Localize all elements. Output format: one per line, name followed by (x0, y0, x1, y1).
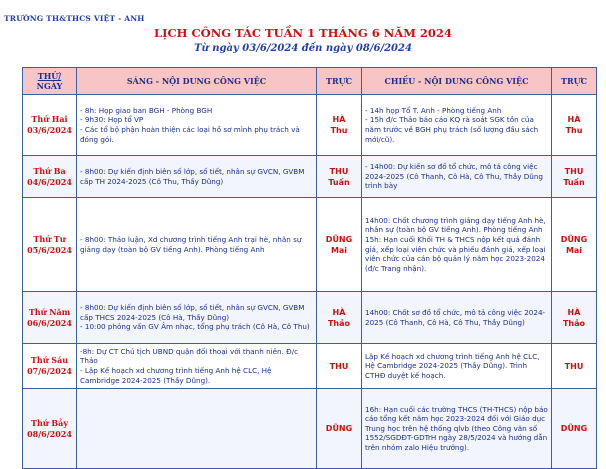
duty-staff: Thu (330, 126, 348, 135)
day-date: 06/6/2024 (27, 317, 72, 328)
table-row (23, 344, 597, 389)
column-header-afternoon: CHIỀU - NỘI DUNG CÔNG VIỆC (362, 68, 552, 95)
duty-leader: DŨNG (560, 234, 588, 244)
duty-staff: Tuấn (563, 177, 585, 187)
duty-leader: DŨNG (325, 234, 353, 244)
table-row (23, 95, 597, 156)
morning-tasks (77, 389, 317, 469)
column-header-morning: SÁNG - NỘI DUNG CÔNG VIỆC (77, 68, 317, 95)
school-name: TRƯỜNG TH&THCS VIỆT - ANH (4, 14, 145, 23)
task-line: Lập Kế hoạch xd chương trình tiếng Anh hệ CLC, Hệ Cambridge 2024-2025 (Thầy Dũng). Trình CTHĐ duyệt kế hoạch. (365, 351, 540, 380)
duty-leader: DŨNG (325, 424, 353, 433)
day-name: Thứ Ba (33, 165, 66, 176)
task-line: - 14h00: Dự kiến sơ đồ tổ chức, mô tả công việc 2024-2025 (Cô Thanh, Cô Hà, Cô Thu, Thầy Dũng trình bày (365, 162, 543, 191)
day-cell (23, 292, 77, 344)
duty-morning (317, 156, 362, 198)
task-line: - 10:00 phỏng vấn GV Âm nhạc, tổng phụ trách (Cô Hà, Cô Thu) (80, 322, 310, 332)
task-line: - 14h họp Tổ T. Anh - Phòng tiếng Anh (365, 105, 502, 115)
afternoon-tasks (362, 389, 552, 469)
morning-tasks (77, 95, 317, 156)
day-name: Thứ Năm (28, 306, 71, 317)
duty-leader: THU (564, 166, 584, 176)
task-line: - 8h00: Thảo luận, Xd chương trình tiếng Anh trại hè, nhân sự giảng dạy (toàn bộ GV tiếng Anh). Phòng tiếng Anh (80, 234, 302, 254)
schedule-date-range: Từ ngày 03/6/2024 đến ngày 08/6/2024 (194, 43, 412, 54)
day-name: Thứ Hai (31, 114, 68, 124)
weekly-schedule-table (22, 67, 597, 469)
duty-afternoon (552, 95, 597, 156)
duty-leader: THU (329, 361, 349, 371)
duty-morning (317, 344, 362, 389)
morning-tasks (77, 344, 317, 389)
day-cell (23, 95, 77, 156)
column-header-day (23, 68, 77, 95)
morning-tasks (77, 198, 317, 292)
duty-staff: Thảo (327, 318, 351, 328)
duty-morning (317, 95, 362, 156)
duty-staff: Mai (565, 245, 583, 255)
table-row (23, 156, 597, 198)
day-date: 05/6/2024 (27, 244, 72, 255)
day-name: Thứ Tư (33, 233, 66, 244)
task-line: - 8h00: Dự kiến định biên số lớp, số tiết, nhân sự GVCN, GVBM cấp TH 2024-2025 (Cô Thu, Thầy Dũng) (80, 166, 305, 186)
day-cell (23, 389, 77, 469)
duty-staff: Thu (565, 126, 583, 135)
table-row (23, 198, 597, 292)
day-date: 03/6/2024 (27, 125, 72, 135)
day-cell (23, 156, 77, 198)
duty-morning (317, 198, 362, 292)
schedule-title: LỊCH CÔNG TÁC TUẦN 1 THÁNG 6 NĂM 2024 (154, 26, 452, 40)
task-line: -8h: Dự CT Chủ tịch UBND quận đối thoại với thanh niên. Đ/c Thảo (80, 346, 299, 366)
day-date: 04/6/2024 (27, 176, 72, 187)
column-header-duty-morning: TRỰC (317, 68, 362, 95)
task-line: - 15h đ/c Thảo báo cáo KQ rà soát SGK tồn của năm trước về BGH phụ trách (số lượng đầu sách mới/cũ). (365, 115, 539, 144)
duty-morning (317, 389, 362, 469)
task-line: 14h00: Chốt chương trình giảng dạy tiếng Anh hè, nhân sự (toàn bộ GV tiếng Anh). Phòng tiếng Anh (365, 215, 546, 235)
duty-staff: Tuấn (328, 177, 350, 187)
duty-leader: DŨNG (560, 424, 588, 433)
duty-staff: Mai (330, 245, 348, 255)
table-row (23, 292, 597, 344)
column-header-day-line1: THỨ/ (37, 71, 62, 81)
duty-leader: THU (564, 361, 584, 371)
task-line: - 9h30: Họp tổ VP (80, 115, 144, 125)
task-line: - Các tổ bộ phận hoàn thiện các loại hồ sơ mình phụ trách và đóng gói. (80, 125, 300, 144)
day-date: 07/6/2024 (27, 366, 72, 376)
duty-afternoon (552, 156, 597, 198)
day-cell (23, 198, 77, 292)
task-line: 15h: Hạn cuối Khối TH & THCS nộp kết quả đánh giá, xếp loại viên chức và phiếu đánh giá, xếp loại viên chức của cán bộ quản lý năm học 2023-2024 (đ/c Trang nhận). (365, 234, 546, 273)
duty-afternoon (552, 389, 597, 469)
duty-afternoon (552, 198, 597, 292)
duty-staff: Thảo (562, 318, 586, 328)
afternoon-tasks (362, 95, 552, 156)
duty-leader: HÀ (567, 115, 581, 124)
duty-afternoon (552, 292, 597, 344)
task-line: 16h: Hạn cuối các trường THCS (TH-THCS) nộp báo cáo tổng kết năm học 2023-2024 đối với Giáo dục Trung học trên hệ thống qlvb (theo Công văn số 1552/SGDĐT-GDTrH ngày 28/5/2024 và hướng dẫn trên nhóm zalo Hiệu trưởng). (365, 404, 548, 452)
day-cell (23, 344, 77, 389)
table-header-row (23, 68, 597, 95)
duty-afternoon (552, 344, 597, 389)
task-line: - Lập Kế hoạch xd chương trình tiếng Anh hệ CLC, Hệ Cambridge 2024-2025 (Thầy Dũng). (80, 366, 272, 385)
day-name: Thứ Sáu (30, 355, 69, 365)
duty-leader: HÀ (332, 115, 346, 124)
morning-tasks (77, 156, 317, 198)
task-line: - 8h00: Dự kiến định biên số lớp, số tiết, nhân sự GVCN, GVBM cấp THCS 2024-2025 (Cô Hà, Thầy Dũng) (80, 303, 305, 322)
duty-leader: HÀ (332, 307, 346, 317)
afternoon-tasks (362, 292, 552, 344)
day-date: 08/6/2024 (27, 428, 72, 439)
afternoon-tasks (362, 156, 552, 198)
duty-leader: HÀ (567, 307, 581, 317)
afternoon-tasks (362, 344, 552, 389)
column-header-day-line2: NGÀY (36, 81, 63, 91)
column-header-duty-afternoon: TRỰC (552, 68, 597, 95)
table-row (23, 389, 597, 469)
day-name: Thứ Bảy (31, 417, 68, 428)
morning-tasks (77, 292, 317, 344)
afternoon-tasks (362, 198, 552, 292)
task-line: - 8h: Họp giao ban BGH - Phòng BGH (80, 105, 213, 115)
duty-leader: THU (329, 166, 349, 176)
task-line: 14h00: Chốt sơ đồ tổ chức, mô tả công việc 2024-2025 (Cô Thanh, Cô Hà, Cô Thu, Thầy Dũng) (365, 307, 546, 327)
duty-morning (317, 292, 362, 344)
